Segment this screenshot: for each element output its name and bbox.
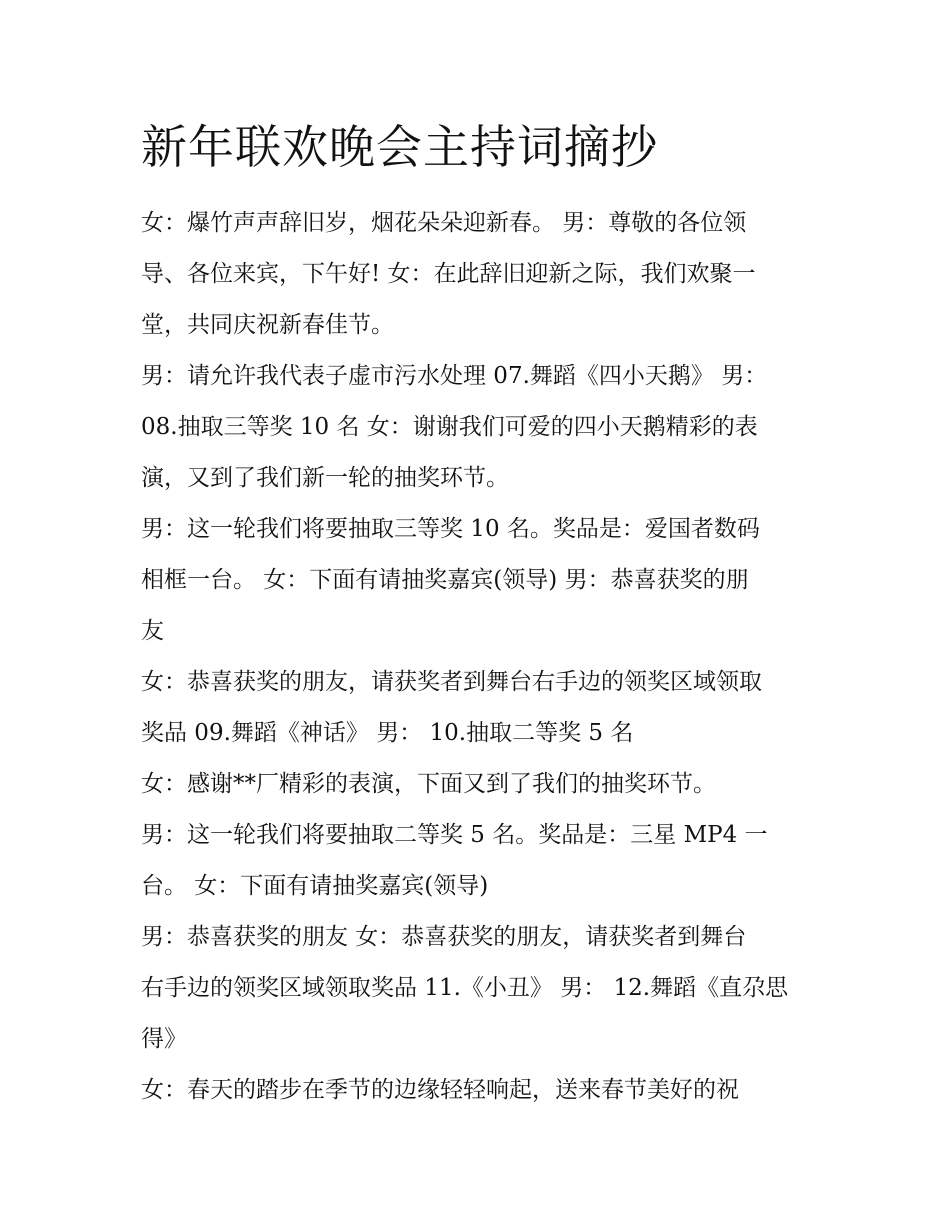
- text-line: 女：恭喜获奖的朋友，请获奖者到舞台右手边的领奖区域领取: [141, 669, 762, 695]
- document-body: [141, 198, 831, 1116]
- text-line: 演，又到了我们新一轮的抽奖环节。: [141, 465, 509, 491]
- text-line: 女：爆竹声声辞旧岁，烟花朵朵迎新春。 男：尊敬的各位领: [141, 210, 747, 236]
- text-line: 女：感谢**厂精彩的表演，下面又到了我们的抽奖环节。: [141, 771, 716, 797]
- text-line: 友: [141, 618, 164, 644]
- text-line: 女：春天的踏步在季节的边缘轻轻响起，送来春节美好的祝: [141, 1077, 739, 1103]
- document-title: 新年联欢晚会主持词摘抄: [141, 120, 658, 174]
- text-line: 相框一台。 女：下面有请抽奖嘉宾(领导) 男：恭喜获奖的朋: [141, 567, 749, 593]
- text-line: 得》: [141, 1026, 187, 1052]
- text-line: 08.抽取三等奖 10 名 女：谢谢我们可爱的四小天鹅精彩的表: [141, 414, 758, 440]
- text-line: 台。 女：下面有请抽奖嘉宾(领导): [141, 873, 489, 899]
- text-line: 导、各位来宾，下午好! 女：在此辞旧迎新之际，我们欢聚一: [141, 261, 756, 287]
- text-line: 右手边的领奖区域领取奖品 11.《小丑》 男： 12.舞蹈《直尕思: [141, 975, 789, 1001]
- text-line: 奖品 09.舞蹈《神话》 男： 10.抽取二等奖 5 名: [141, 720, 634, 746]
- text-line: 男：这一轮我们将要抽取三等奖 10 名。奖品是：爱国者数码: [141, 516, 760, 542]
- text-line: 男：恭喜获奖的朋友 女：恭喜获奖的朋友，请获奖者到舞台: [141, 924, 747, 950]
- text-line: 男：请允许我代表子虚市污水处理 07.舞蹈《四小天鹅》 男：: [141, 363, 768, 389]
- text-line: 男：这一轮我们将要抽取二等奖 5 名。奖品是：三星 MP4 一: [141, 822, 768, 848]
- text-line: 堂，共同庆祝新春佳节。: [141, 312, 394, 338]
